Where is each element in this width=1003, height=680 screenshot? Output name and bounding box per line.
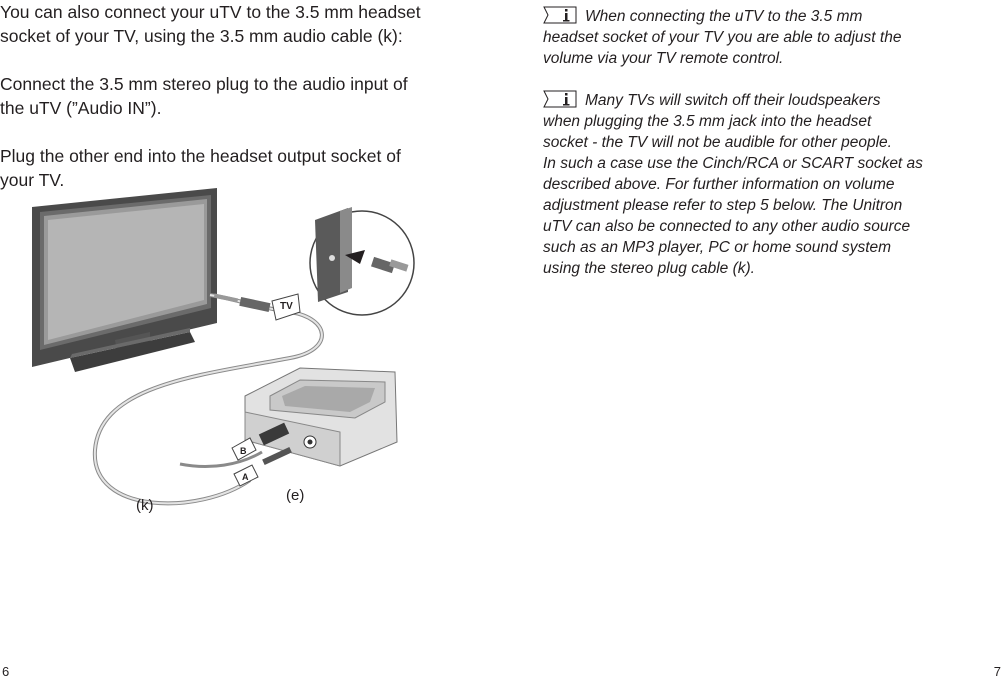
paragraph-1: You can also connect your uTV to the 3.5 mm headset socket of your TV, using the 3.5 mm audio cable (k): [0, 2, 421, 46]
svg-text:TV: TV [280, 301, 293, 312]
svg-text:A: A [242, 472, 249, 482]
note-volume [543, 6, 993, 69]
info-icon [543, 90, 577, 108]
note-loudspeakers [543, 90, 993, 279]
tv-tag [272, 294, 300, 320]
note-volume-text: When connecting the uTV to the 3.5 mm headset socket of your TV you are able to adjust the volume via your TV remote control. [543, 8, 902, 67]
label-k: (k) [136, 497, 154, 514]
headset-socket-zoom [310, 207, 414, 315]
tv-illustration [32, 188, 217, 372]
svg-text:B: B [240, 446, 247, 456]
tv-connection-illustration [0, 180, 480, 540]
note-loudspeakers-text: Many TVs will switch off their loudspeakers when plugging the 3.5 mm jack into the headset socket - the TV will not be audible for other people. In such a case use the Cinch/RCA or SCART socket as described above. For further information on volume adjustment please refer to step 5 below. The Unitron uTV can also be connected to any other audio source such as an MP3 player, PC or home sound system using the stereo plug cable (k). [543, 92, 923, 277]
page-number-right: 7 [993, 664, 1001, 679]
info-icon [543, 6, 577, 24]
label-e: (e) [286, 487, 305, 504]
paragraph-3: Plug the other end into the headset output socket of your TV. [0, 146, 401, 190]
utv-base [245, 368, 397, 466]
paragraph-2: Connect the 3.5 mm stereo plug to the audio input of the uTV (”Audio IN”). [0, 74, 408, 118]
right-column [543, 6, 993, 300]
tag-a [234, 465, 258, 486]
page-number-left: 6 [2, 664, 10, 679]
